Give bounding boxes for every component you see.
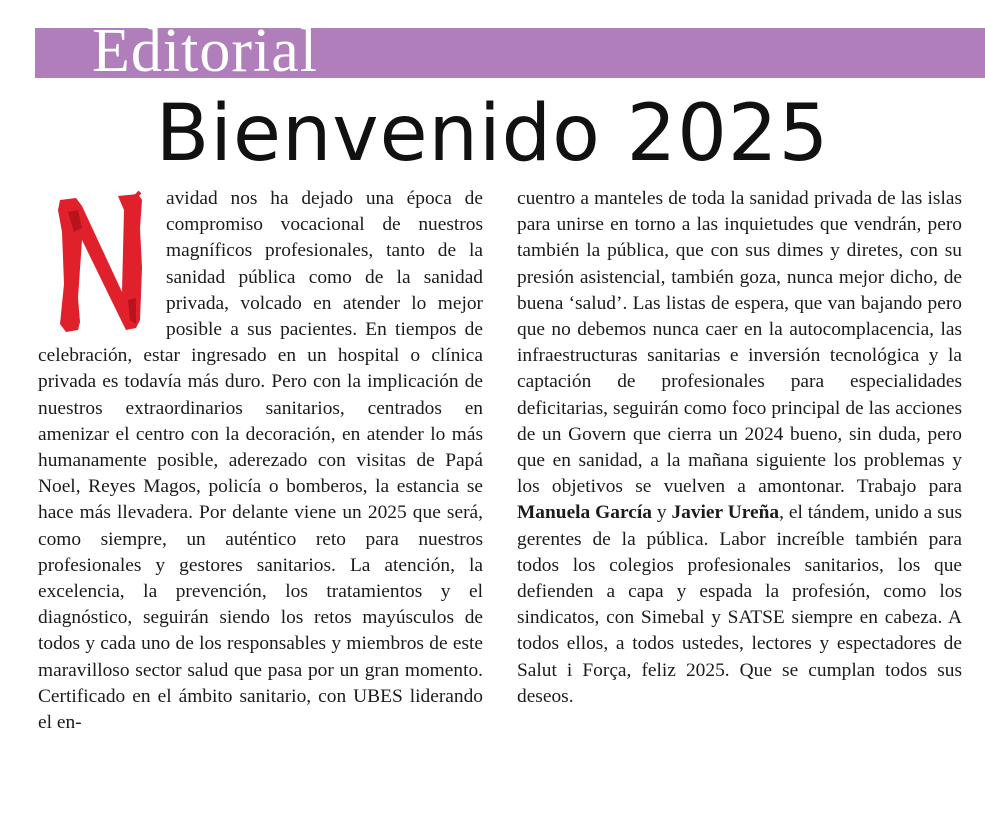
headline-text: Bienvenido 2025	[155, 89, 830, 179]
name-javier-urena: Javier Ureña	[671, 502, 780, 524]
column-2-text-a: cuentro a manteles de toda la sanidad privada de las islas para unirse en torno a las inquietudes que vendrán, pero también la pública, que con sus dimes y diretes, con su presión asistencial, también goza, nunca mejor dicho, de buena ‘salud’. Las listas de espera, que van bajando pero que no debemos nunca caer en la autocomplacencia, las infraestructuras sanitarias e inversión tecnológica y la captación de profesionales para especialidades deficitarias, seguirán como foco principal de las acciones de un Govern que cierra un 2024 bueno, sin duda, pero que en sanidad, a la mañana siguiente los problemas y los objetivos se vuelven a amontonar. Trabajo para	[517, 188, 962, 498]
drop-cap-glyph	[38, 188, 156, 334]
column-1-text: avidad nos ha dejado una época de compromiso vocacional de nuestros magníficos profesionales, tanto de la sanidad pública como de la sanidad privada, volcado en atender lo mejor posible a sus pacientes. En tiempos de celebración, estar ingresado en un hospital o clínica privada es todavía más duro. Pero con la implicación de nuestros extraordinarios sanitarios, centrados en amenizar el centro con la decoración, en atender lo más humanamente posible, aderezado con visitas de Papá Noel, Reyes Magos, policía o bomberos, la estancia se hace más llevadera. Por delante viene un 2025 que será, como siempre, un auténtico reto para nuestros profesionales y gestores sanitarios. La atención, la excelencia, la prevención, los tratamientos y el diagnóstico, seguirán siendo los retos mayúsculos de todos y cada uno de los responsables y miembros de este maravilloso sector salud que pasa por un gran momento. Certificado en el ámbito sanitario, con UBES liderando el en-	[38, 188, 483, 734]
name-manuela-garcia: Manuela García	[517, 502, 652, 524]
conjunction: y	[651, 502, 672, 524]
headline	[0, 86, 985, 182]
article-column-1	[38, 186, 483, 736]
drop-cap	[38, 188, 156, 334]
section-label: Editorial	[92, 17, 318, 85]
article-column-2	[517, 186, 962, 710]
column-2-text-b: , el tándem, unido a sus gerentes de la pública. Labor increíble también para todos los colegios profesionales sanitarios, los que defienden a capa y espada la profesión, como los sindicatos, con Simebal y SATSE siempre en cabeza. A todos ellos, a todos ustedes, lectores y espectadores de Salut i Força, feliz 2025. Que se cumplan todos sus deseos.	[517, 502, 962, 707]
